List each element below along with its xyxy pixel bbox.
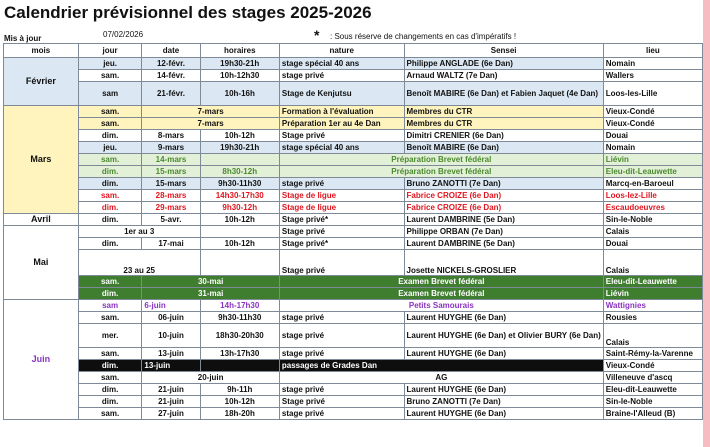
cell-sensei: Philippe ORBAN (7e Dan) [404,226,603,238]
cell-horaires: 9h30-11h30 [200,178,279,190]
cell-horaires: 13h-17h30 [200,348,279,360]
cell-horaires: 19h30-21h [200,58,279,70]
table-row [4,384,703,396]
cell-nature: stage privé [279,324,404,348]
cell-date: 21-juin [142,384,200,396]
cell-lieu: Calais [603,324,702,348]
cell-horaires: 14h-17h30 [200,300,279,312]
cell-sensei: Laurent HUYGHE (6e Dan) [404,408,603,420]
cell-nature: stage privé [279,384,404,396]
cell-lieu: Calais [603,226,702,238]
cell-date: 17-mai [142,238,200,250]
cell-jour: dim. [78,396,142,408]
header-horaires: horaires [200,44,279,58]
cell-jour: dim. [78,384,142,396]
table-row [4,178,703,190]
cell-sensei: Laurent DAMBRINE (5e Dan) [404,238,603,250]
cell-horaires: 10h-12h [200,238,279,250]
cell-horaires: 18h30-20h30 [200,324,279,348]
cell-datetime: 7-mars [142,106,279,118]
cell-lieu: Marcq-en-Baroeul [603,178,702,190]
header-jour: jour [78,44,142,58]
month-juin: Juin [4,300,79,420]
cell-nature: stage privé [279,312,404,324]
cell-horaires: 10h-12h30 [200,70,279,82]
cell-date: 14-févr. [142,70,200,82]
table-row [4,154,703,166]
table-row [4,288,703,300]
cell-jour: dim. [78,202,142,214]
table-row [4,202,703,214]
cell-horaires [200,154,279,166]
cell-lieu: Douai [603,130,702,142]
table-row [4,348,703,360]
table-row [4,142,703,154]
note-asterisk: * [314,27,320,43]
cell-lieu: Wattignies [603,300,702,312]
cell-horaires: 14h30-17h30 [200,190,279,202]
cell-nature-sensei: Examen Brevet fédéral [279,288,603,300]
table-row [4,396,703,408]
cell-lieu: Saint-Rémy-la-Varenne [603,348,702,360]
table-row [4,408,703,420]
cell-nature: stage privé [279,178,404,190]
cell-lieu: Calais [603,250,702,276]
update-date: 07/02/2026 [103,30,144,39]
cell-lieu: Loos-les-Lille [603,82,702,106]
cell-jour: sam. [78,408,142,420]
header-date: date [142,44,200,58]
cell-sensei: Arnaud WALTZ (7e Dan) [404,70,603,82]
update-label: Mis à jour [4,34,42,43]
cell-lieu: Eleu-dit-Leauwette [603,384,702,396]
table-row [4,190,703,202]
cell-sensei: Laurent HUYGHE (6e Dan) [404,312,603,324]
cell-sensei: Bruno ZANOTTI (7e Dan) [404,178,603,190]
table-row [4,70,703,82]
cell-lieu: Liévin [603,154,702,166]
cell-sensei: Fabrice CROIZE (6e Dan) [404,190,603,202]
cell-nature: Stage privé [279,396,404,408]
cell-horaires: 9h30-11h30 [200,312,279,324]
cell-lieu: Douai [603,238,702,250]
cell-jour: sam. [78,70,142,82]
cell-jour: sam. [78,348,142,360]
cell-sensei: Bruno ZANOTTI (7e Dan) [404,396,603,408]
cell-lieu: Braine-l'Alleud (B) [603,408,702,420]
cell-horaires: 9h30-12h [200,202,279,214]
cell-sensei: Benoît MABIRE (6e Dan) [404,142,603,154]
page-title: Calendrier prévisionnel des stages 2025-2026 [4,3,372,22]
cell-date: 8-mars [142,130,200,142]
cell-lieu: Nomain [603,142,702,154]
table-row [4,300,703,312]
note-text: : Sous réserve de changements en cas d'impératifs ! [330,32,517,41]
cell-lieu: Villeneuve d'ascq [603,372,702,384]
cell-date: 21-juin [142,396,200,408]
cell-date: 13-juin [142,348,200,360]
table-row [4,250,703,276]
table-row [4,118,703,130]
cell-lieu: Sin-le-Noble [603,214,702,226]
cell-nature: Stage privé* [279,214,404,226]
cell-jour: dim. [78,360,142,372]
cell-date: 21-févr. [142,82,200,106]
cell-nature: Préparation 1er au 4e Dan [279,118,404,130]
cell-nature: Formation à l'évaluation [279,106,404,118]
cell-nature: Stage de Kenjutsu [279,82,404,106]
cell-sensei: Josette NICKELS-GROSLIER [404,250,603,276]
cell-datetime: 7-mars [142,118,279,130]
cell-lieu: Sin-le-Noble [603,396,702,408]
cell-date: 20-juin [142,372,279,384]
cell-horaires: 8h30-12h [200,166,279,178]
cell-nature: Stage privé [279,250,404,276]
month-mai: Mai [4,226,79,300]
table-row [4,360,703,372]
cell-nature: passages de Grades Dan [279,360,603,372]
cell-lieu: Vieux-Condé [603,118,702,130]
cell-jour: dim. [78,178,142,190]
cell-jour: dim. [78,238,142,250]
cell-jour: dim. [78,288,142,300]
cell-horaires: 10h-12h [200,130,279,142]
header-nature: nature [279,44,404,58]
cell-jour: sam [78,300,142,312]
cell-lieu: Vieux-Condé [603,360,702,372]
cell-nature: Stage privé [279,130,404,142]
cell-nature-sensei: Préparation Brevet fédéral [279,166,603,178]
table-row [4,226,703,238]
cell-sensei: Laurent HUYGHE (6e Dan) [404,384,603,396]
cell-horaires [200,360,279,372]
month-avril: Avril [4,214,79,226]
cell-lieu: Wallers [603,70,702,82]
cell-date: 15-mars [142,166,200,178]
cell-jour: sam. [78,190,142,202]
header-row [4,44,703,58]
header-sensei: Sensei [404,44,603,58]
cell-date: 30-mai [142,276,279,288]
cell-horaires [200,250,279,276]
cell-sensei: Philippe ANGLADE (6e Dan) [404,58,603,70]
cell-date: 13-juin [142,360,200,372]
cell-jour: sam. [78,372,142,384]
cell-jour: sam. [78,312,142,324]
cell-lieu: Loos-lez-Lille [603,190,702,202]
table-row [4,276,703,288]
cell-jour: sam. [78,118,142,130]
cell-sensei: Benoît MABIRE (6e Dan) et Fabien Jaquet (4e Dan) [404,82,603,106]
cell-nature: Stage privé* [279,238,404,250]
cell-nature: Stage de ligue [279,202,404,214]
table-row [4,372,703,384]
cell-sensei: Fabrice CROIZE (6e Dan) [404,202,603,214]
cell-date: 27-juin [142,408,200,420]
cell-horaires: 10h-16h [200,82,279,106]
header-mois: mois [4,44,79,58]
cell-date: 29-mars [142,202,200,214]
cell-jour: dim. [78,214,142,226]
cell-lieu: Eleu-dit-Leauwette [603,276,702,288]
table-row [4,106,703,118]
cell-date: 15-mars [142,178,200,190]
cell-nature: Stage de ligue [279,190,404,202]
cell-nature-sensei: Petits Samourais [279,300,603,312]
cell-lieu: Nomain [603,58,702,70]
cell-lieu: Escaudoeuvres [603,202,702,214]
cell-horaires: 9h-11h [200,384,279,396]
cell-range: 23 au 25 [78,250,200,276]
cell-sensei: Dimitri CRENIER (6e Dan) [404,130,603,142]
calendar-table [3,43,703,420]
cell-date: 10-juin [142,324,200,348]
cell-nature: stage spécial 40 ans [279,142,404,154]
cell-jour: sam. [78,106,142,118]
cell-horaires: 10h-12h [200,214,279,226]
month-fevrier: Février [4,58,79,106]
table-row [4,130,703,142]
cell-nature-sensei: Préparation Brevet fédéral [279,154,603,166]
cell-nature: stage spécial 40 ans [279,58,404,70]
table-row [4,214,703,226]
cell-sensei: Membres du CTR [404,118,603,130]
cell-nature: stage privé [279,348,404,360]
cell-nature-sensei: AG [279,372,603,384]
cell-jour: sam. [78,154,142,166]
cell-jour: jeu. [78,58,142,70]
month-mars: Mars [4,106,79,214]
cell-jour: sam. [78,276,142,288]
cell-range: 1er au 3 [78,226,200,238]
cell-horaires: 19h30-21h [200,142,279,154]
cell-nature: stage privé [279,70,404,82]
cell-jour: dim. [78,166,142,178]
cell-jour: sam [78,82,142,106]
cell-nature-sensei: Examen Brevet fédéral [279,276,603,288]
table-row [4,166,703,178]
cell-nature: Stage privé [279,226,404,238]
cell-date: 6-juin [142,300,200,312]
table-row [4,324,703,348]
cell-sensei: Laurent DAMBRINE (5e Dan) [404,214,603,226]
cell-sensei: Membres du CTR [404,106,603,118]
cell-lieu: Eleu-dit-Leauwette [603,166,702,178]
cell-date: 12-févr. [142,58,200,70]
cell-date: 28-mars [142,190,200,202]
cell-horaires: 10h-12h [200,396,279,408]
table-row [4,238,703,250]
cell-horaires [200,226,279,238]
cell-lieu: Vieux-Condé [603,106,702,118]
cell-horaires: 18h-20h [200,408,279,420]
cell-nature: stage privé [279,408,404,420]
cell-jour: jeu. [78,142,142,154]
cell-sensei: Laurent HUYGHE (6e Dan) [404,348,603,360]
cell-date: 06-juin [142,312,200,324]
cell-date: 14-mars [142,154,200,166]
cell-date: 31-mai [142,288,279,300]
table-row [4,58,703,70]
table-row [4,312,703,324]
table-row [4,82,703,106]
cell-lieu: Rousies [603,312,702,324]
cell-lieu: Liévin [603,288,702,300]
cell-sensei: Laurent HUYGHE (6e Dan) et Olivier BURY (6e Dan) [404,324,603,348]
cell-jour: dim. [78,130,142,142]
cell-jour: mer. [78,324,142,348]
header-lieu: lieu [603,44,702,58]
cell-date: 5-avr. [142,214,200,226]
cell-date: 9-mars [142,142,200,154]
